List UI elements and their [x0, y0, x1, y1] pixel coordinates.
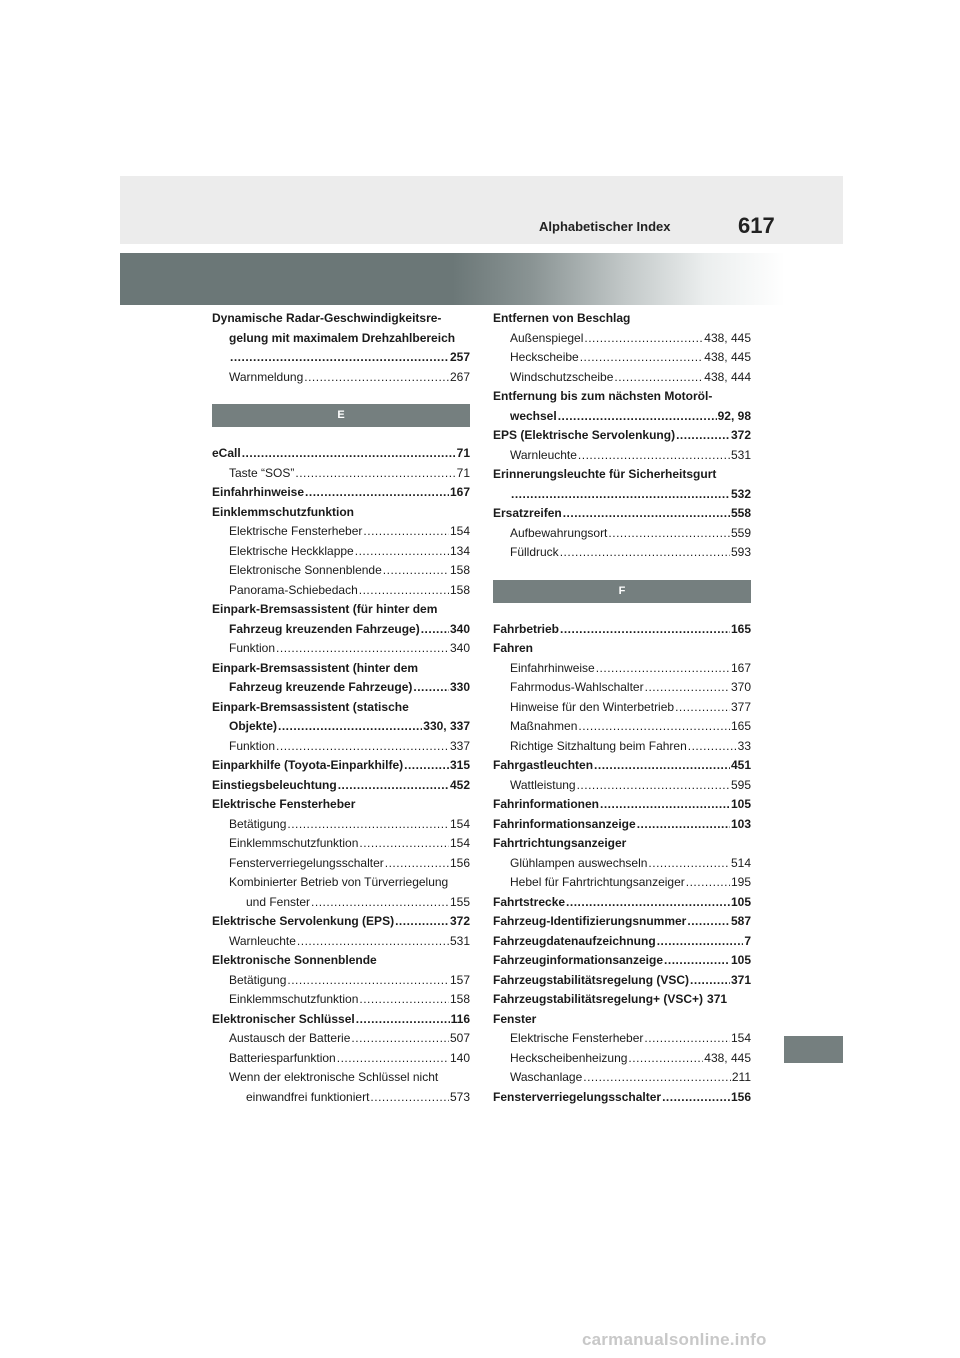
index-entry[interactable] — [212, 503, 470, 523]
entry-text: Außenspiegel — [510, 330, 584, 345]
entry-text: Fahrzeug kreuzende Fahrzeuge) — [229, 680, 413, 694]
dot-leader — [578, 717, 730, 737]
dot-leader — [558, 407, 717, 427]
page-reference: 195 — [730, 875, 751, 889]
entry-text: Objekte) — [229, 719, 278, 733]
entry-text: Betätigung — [229, 972, 287, 987]
dot-leader — [690, 971, 730, 991]
dot-leader — [305, 483, 449, 503]
index-entry[interactable] — [493, 309, 751, 329]
index-entry[interactable] — [493, 932, 751, 952]
index-entry[interactable] — [212, 951, 470, 971]
index-column-right — [493, 309, 751, 1107]
dot-leader — [383, 561, 449, 581]
index-entry[interactable] — [493, 504, 751, 524]
entry-continuation-line — [493, 407, 751, 427]
page-reference: 573 — [449, 1089, 470, 1104]
entry-text: Fahren — [493, 641, 534, 655]
index-subentry[interactable] — [212, 932, 470, 952]
dot-leader — [511, 485, 730, 505]
index-subentry[interactable] — [493, 1029, 751, 1049]
entry-text: Fahrbetrieb — [493, 621, 560, 636]
entry-text: Fahrzeugstabilitätsregelung (VSC) — [493, 972, 690, 987]
section-side-tab[interactable] — [784, 1036, 843, 1063]
index-subentry[interactable] — [493, 873, 751, 893]
dot-leader — [563, 504, 730, 524]
page-reference: 105 — [730, 894, 751, 909]
page-reference: 155 — [449, 894, 470, 909]
page-reference: 514 — [730, 855, 751, 870]
index-subentry[interactable] — [212, 873, 470, 912]
dot-leader — [688, 737, 737, 757]
index-entry[interactable] — [212, 776, 470, 796]
entry-text: Einfahrhinweise — [510, 660, 595, 675]
entry-text: Einstiegsbeleuchtung — [212, 777, 337, 792]
entry-text: Einfahrhinweise — [212, 485, 305, 499]
dot-leader — [276, 639, 449, 659]
dot-leader — [359, 581, 449, 601]
index-entry[interactable] — [212, 1010, 470, 1030]
page-reference: 330 — [449, 680, 470, 694]
dot-leader — [608, 524, 730, 544]
index-entry[interactable] — [212, 912, 470, 932]
index-subentry[interactable] — [212, 542, 470, 562]
page-reference: 156 — [730, 1089, 751, 1104]
page-reference: 438, 445 — [704, 1050, 751, 1065]
dot-leader — [577, 776, 730, 796]
index-subentry[interactable] — [212, 581, 470, 601]
index-subentry[interactable] — [493, 737, 751, 757]
index-subentry[interactable] — [493, 368, 751, 388]
index-entry[interactable] — [212, 659, 470, 698]
dot-leader — [687, 912, 730, 932]
dot-leader — [359, 990, 449, 1010]
page-reference: 156 — [449, 855, 470, 870]
page-reference: 532 — [730, 486, 751, 501]
entry-text: Taste “SOS” — [229, 465, 295, 480]
entry-text: EPS (Elektrische Servolenkung) — [493, 428, 676, 442]
page-reference: 158 — [449, 582, 470, 597]
page-reference: 157 — [449, 972, 470, 987]
entry-text: und Fenster — [246, 894, 311, 909]
index-entry[interactable] — [493, 465, 751, 504]
page-reference: 165 — [730, 621, 751, 636]
index-entry[interactable] — [493, 951, 751, 971]
dot-leader — [385, 854, 449, 874]
page-reference: 371 — [707, 992, 728, 1006]
dot-leader — [580, 348, 704, 368]
entry-continuation-line — [212, 678, 470, 698]
entry-text: Hebel für Fahrtrichtungsanzeiger — [510, 875, 685, 889]
entry-text-line: gelung mit maximalem Drehzahlbereich — [229, 330, 456, 345]
index-letter-heading: F — [493, 580, 751, 603]
page-reference: 267 — [449, 369, 470, 384]
dot-leader — [560, 543, 730, 563]
entry-text: Elektronische Sonnenblende — [212, 953, 377, 967]
page-reference: 103 — [730, 816, 751, 831]
entry-text: Panorama-Schiebedach — [229, 582, 358, 597]
page-reference: 372 — [449, 914, 470, 928]
entry-text-line: Einpark-Bremsassistent (hinter dem — [212, 660, 419, 675]
entry-continuation-line — [229, 1088, 470, 1108]
index-subentry[interactable] — [212, 1049, 470, 1069]
page-reference: 340 — [449, 621, 470, 636]
page-reference: 593 — [730, 545, 751, 559]
entry-text: Fahrtstrecke — [493, 894, 566, 909]
entry-text: Einklemmschutzfunktion — [229, 836, 359, 850]
dot-leader — [363, 522, 449, 542]
dot-leader — [614, 368, 703, 388]
entry-text: Fahrinformationen — [493, 797, 600, 811]
entry-text: Maßnahmen — [510, 719, 578, 733]
entry-text-line: Wenn der elektronische Schlüssel nicht — [229, 1070, 439, 1084]
dot-leader — [421, 620, 449, 640]
index-entry[interactable] — [493, 971, 751, 991]
index-entry[interactable] — [493, 426, 751, 446]
index-entry[interactable] — [493, 1010, 751, 1030]
entry-continuation-line — [212, 620, 470, 640]
index-subentry[interactable] — [212, 1029, 470, 1049]
dot-leader — [583, 1068, 731, 1088]
entry-text: Fahrmodus-Wahlschalter — [510, 680, 644, 694]
dot-leader — [304, 368, 449, 388]
page-reference: 315 — [449, 758, 470, 772]
entry-text: Glühlampen auswechseln — [510, 855, 648, 870]
index-subentry[interactable] — [212, 464, 470, 484]
entry-text: Fahrzeugdatenaufzeichnung — [493, 933, 656, 948]
entry-text-line: Erinnerungsleuchte für Sicherheitsgurt — [493, 467, 717, 481]
page-reference: 167 — [449, 485, 470, 499]
dot-leader — [404, 756, 449, 776]
entry-text: Fahrgastleuchten — [493, 758, 594, 772]
entry-text: Warnleuchte — [510, 447, 577, 462]
index-subentry[interactable] — [493, 717, 751, 737]
index-entry[interactable] — [212, 756, 470, 776]
entry-continuation-line — [212, 348, 470, 368]
index-subentry[interactable] — [212, 815, 470, 835]
entry-text: Funktion — [229, 738, 276, 753]
entry-text: einwandfrei funktioniert — [246, 1089, 370, 1104]
index-subentry[interactable] — [212, 737, 470, 757]
entry-text: Fahrzeug kreuzenden Fahrzeuge) — [229, 621, 420, 636]
dot-leader — [395, 912, 449, 932]
index-entry[interactable] — [212, 483, 470, 503]
page-reference: 531 — [449, 933, 470, 948]
index-entry[interactable] — [493, 990, 751, 1010]
entry-continuation-line — [493, 485, 751, 505]
index-entry[interactable] — [212, 309, 470, 368]
entry-text-line: Kombinierter Betrieb von Türverriegelung — [229, 875, 449, 889]
entry-text: Fülldruck — [510, 545, 559, 559]
index-entry[interactable] — [493, 795, 751, 815]
dot-leader — [657, 932, 744, 952]
entry-text: Heckscheibenheizung — [510, 1050, 628, 1065]
entry-continuation-line — [212, 717, 470, 737]
dot-leader — [413, 678, 449, 698]
page-reference: 154 — [449, 816, 470, 831]
index-subentry[interactable] — [493, 776, 751, 796]
entry-text: Windschutzscheibe — [510, 369, 614, 384]
page-reference: 595 — [730, 777, 751, 792]
entry-text: Fahrzeug-Identifizierungsnummer — [493, 914, 687, 928]
page-reference: 438, 445 — [704, 350, 751, 364]
page-number: 617 — [738, 213, 775, 238]
entry-text: Fahrzeugstabilitätsregelung+ (VSC+) — [493, 992, 704, 1006]
index-entry[interactable] — [493, 834, 751, 854]
entry-text: Elektrische Servolenkung (EPS) — [212, 914, 395, 928]
header-title: Alphabetischer Index — [539, 219, 671, 234]
index-subentry[interactable] — [212, 561, 470, 581]
page-reference: 140 — [449, 1050, 470, 1065]
dot-leader — [628, 1049, 703, 1069]
entry-text: Einklemmschutzfunktion — [212, 504, 355, 519]
entry-text: Einparkhilfe (Toyota-Einparkhilfe) — [212, 758, 404, 772]
dot-leader — [242, 444, 456, 464]
page-reference: 507 — [449, 1031, 470, 1045]
entry-text: Waschanlage — [510, 1070, 583, 1084]
entry-text: Einklemmschutzfunktion — [229, 992, 359, 1006]
page-reference: 165 — [730, 719, 751, 733]
page-reference: 370 — [730, 680, 751, 694]
entry-text: Fahrinformationsanzeige — [493, 816, 636, 831]
index-subentry[interactable] — [212, 971, 470, 991]
dot-leader — [676, 426, 730, 446]
page-reference: 330, 337 — [423, 719, 470, 733]
entry-text: Aufbewahrungsort — [510, 525, 608, 540]
dot-leader — [662, 1088, 730, 1108]
dot-leader — [686, 873, 730, 893]
dot-leader — [600, 795, 730, 815]
entry-text: Hinweise für den Winterbetrieb — [510, 699, 675, 714]
entry-text: eCall — [212, 446, 241, 460]
page-reference: 372 — [730, 428, 751, 442]
entry-text: Austausch der Batterie — [229, 1031, 351, 1045]
index-subentry[interactable] — [493, 1068, 751, 1088]
page-reference: 531 — [730, 447, 751, 462]
entry-text-line: Einpark-Bremsassistent (statische — [212, 699, 409, 714]
entry-text: Elektrische Fensterheber — [229, 524, 363, 538]
page-reference: 158 — [449, 563, 470, 577]
index-subentry[interactable] — [212, 834, 470, 854]
page-reference: 211 — [731, 1070, 751, 1084]
header-band — [120, 176, 843, 244]
entry-text: Heckscheibe — [510, 350, 579, 364]
dot-leader — [645, 678, 730, 698]
index-subentry[interactable] — [493, 1049, 751, 1069]
page-reference: 71 — [456, 465, 470, 480]
entry-text: wechsel — [510, 408, 557, 423]
dot-leader — [230, 348, 449, 368]
page-reference: 377 — [730, 699, 751, 714]
index-subentry[interactable] — [212, 1068, 470, 1107]
dot-leader — [276, 737, 449, 757]
dot-leader — [370, 1088, 449, 1108]
page-reference: 105 — [730, 797, 751, 811]
dot-leader — [356, 1010, 450, 1030]
index-subentry[interactable] — [212, 639, 470, 659]
index-entry[interactable] — [493, 620, 751, 640]
index-letter-heading: E — [212, 404, 470, 427]
index-column-left — [212, 309, 470, 1107]
index-subentry[interactable] — [493, 446, 751, 466]
dot-leader — [664, 951, 730, 971]
header-gradient-bar — [120, 253, 785, 305]
dot-leader — [351, 1029, 449, 1049]
index-subentry[interactable] — [493, 854, 751, 874]
page-reference: 154 — [449, 836, 470, 850]
entry-text-line: Einpark-Bremsassistent (für hinter dem — [212, 602, 438, 616]
entry-text: Elektrische Heckklappe — [229, 543, 354, 558]
index-subentry[interactable] — [212, 854, 470, 874]
dot-leader — [295, 464, 455, 484]
page-reference: 71 — [456, 446, 470, 460]
page-reference: 587 — [730, 914, 751, 928]
entry-text: Ersatzreifen — [493, 506, 562, 520]
page-reference: 154 — [449, 524, 470, 538]
page-reference: 257 — [449, 350, 470, 364]
entry-text: Elektronische Sonnenblende — [229, 563, 382, 577]
dot-leader — [644, 1029, 730, 1049]
entry-text: Fensterverriegelungsschalter — [493, 1089, 662, 1104]
dot-leader — [637, 815, 730, 835]
index-entry[interactable] — [493, 756, 751, 776]
page-reference: 559 — [730, 525, 751, 540]
entry-text: Richtige Sitzhaltung beim Fahren — [510, 738, 687, 753]
page-reference: 134 — [449, 543, 470, 558]
page-reference: 451 — [730, 758, 751, 772]
entry-continuation-line — [229, 893, 470, 913]
dot-leader — [359, 834, 449, 854]
entry-text: Betätigung — [229, 816, 287, 831]
dot-leader — [297, 932, 449, 952]
page-reference: 105 — [730, 953, 751, 967]
entry-text: Warnleuchte — [229, 933, 296, 948]
entry-text: Funktion — [229, 641, 276, 655]
dot-leader — [560, 620, 730, 640]
page-reference: 340 — [449, 641, 470, 655]
index-entry[interactable] — [493, 639, 751, 659]
page-reference: 154 — [730, 1031, 751, 1045]
watermark: carmanualsonline.info — [582, 1330, 767, 1349]
dot-leader — [578, 446, 730, 466]
dot-leader — [596, 659, 730, 679]
index-entry[interactable] — [493, 387, 751, 426]
entry-text: Warnmeldung — [229, 369, 304, 384]
page-reference: 371 — [730, 972, 751, 987]
page-reference: 438, 445 — [704, 330, 751, 345]
index-subentry[interactable] — [212, 522, 470, 542]
entry-text: Fahrtrichtungsanzeiger — [493, 836, 627, 850]
entry-text: Fenster — [493, 1011, 537, 1026]
index-entry[interactable] — [212, 600, 470, 639]
entry-text: Elektrische Fensterheber — [212, 797, 356, 811]
index-subentry[interactable] — [212, 368, 470, 388]
page-reference: 337 — [449, 738, 470, 753]
page-reference: 7 — [744, 933, 751, 948]
index-subentry[interactable] — [493, 524, 751, 544]
page-reference: 167 — [730, 660, 751, 675]
index-subentry[interactable] — [493, 329, 751, 349]
index-entry[interactable] — [212, 444, 470, 464]
index-entry[interactable] — [493, 815, 751, 835]
index-subentry[interactable] — [493, 698, 751, 718]
index-entry[interactable] — [493, 893, 751, 913]
index-subentry[interactable] — [212, 990, 470, 1010]
dot-leader — [675, 698, 730, 718]
page-reference: 116 — [450, 1011, 470, 1026]
dot-leader — [566, 893, 730, 913]
entry-text: Fensterverriegelungsschalter — [229, 855, 384, 870]
entry-text: Entfernen von Beschlag — [493, 311, 631, 325]
dot-leader — [337, 1049, 449, 1069]
index-entry[interactable] — [493, 1088, 751, 1108]
index-entry[interactable] — [212, 795, 470, 815]
index-entry[interactable] — [212, 698, 470, 737]
page-reference: 438, 444 — [704, 369, 751, 384]
index-subentry[interactable] — [493, 543, 751, 563]
page-reference: 33 — [737, 738, 751, 753]
page-reference: 558 — [730, 506, 751, 520]
index-subentry[interactable] — [493, 678, 751, 698]
dot-leader — [648, 854, 730, 874]
dot-leader — [278, 717, 422, 737]
index-subentry[interactable] — [493, 348, 751, 368]
dot-leader — [311, 893, 449, 913]
page-reference: 158 — [449, 992, 470, 1006]
dot-leader — [355, 542, 449, 562]
entry-text-line: Dynamische Radar-Geschwindigkeitsre- — [212, 311, 442, 325]
dot-leader — [287, 815, 449, 835]
entry-text: Elektronischer Schlüssel — [212, 1011, 355, 1026]
page-reference: 92, 98 — [717, 408, 751, 423]
page-reference: 452 — [449, 777, 470, 792]
index-entry[interactable] — [493, 912, 751, 932]
dot-leader — [287, 971, 449, 991]
dot-leader — [584, 329, 703, 349]
entry-text: Wattleistung — [510, 777, 576, 792]
index-subentry[interactable] — [493, 659, 751, 679]
entry-text: Elektrische Fensterheber — [510, 1031, 644, 1045]
entry-text-line: Entfernung bis zum nächsten Motoröl- — [493, 389, 713, 403]
dot-leader — [338, 776, 449, 796]
entry-text: Fahrzeuginformationsanzeige — [493, 953, 664, 967]
entry-text: Batteriesparfunktion — [229, 1050, 336, 1065]
dot-leader — [594, 756, 730, 776]
